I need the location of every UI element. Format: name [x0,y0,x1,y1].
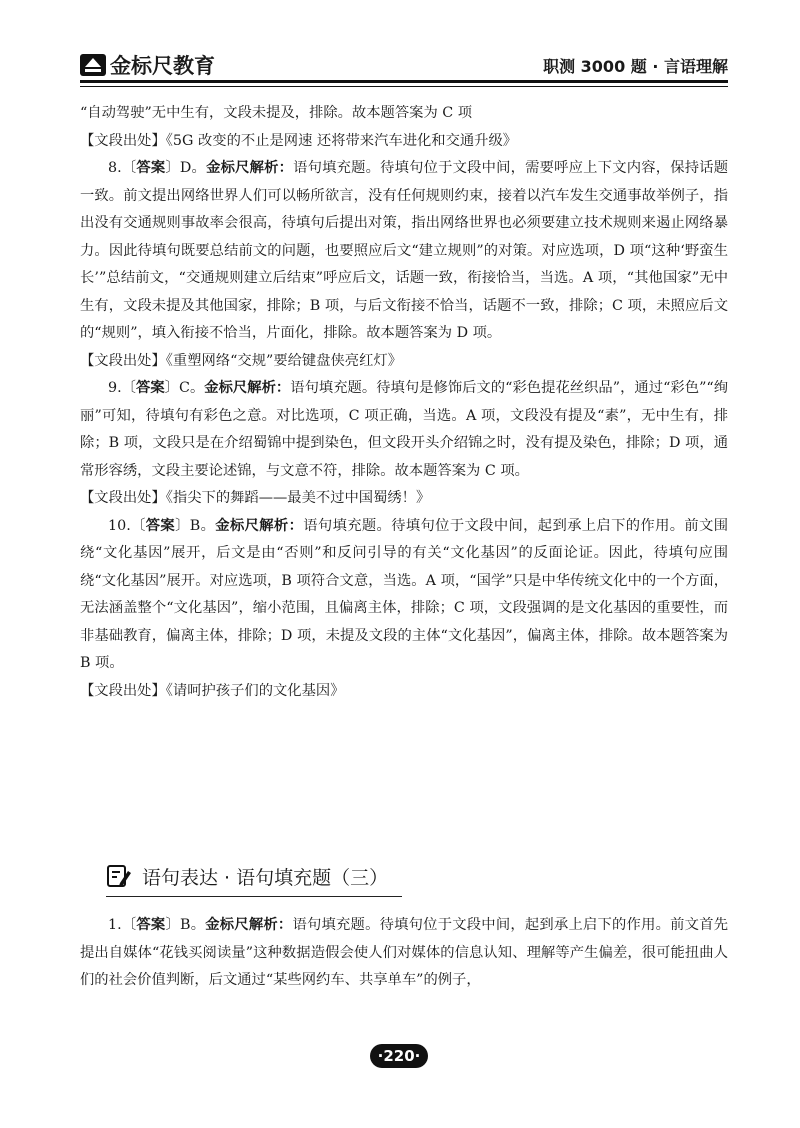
answer-paragraph-9 [80,375,728,485]
edit-note-icon [106,863,132,889]
question-number: 9.〔 [108,380,136,396]
brand-name: 金标尺教育 [110,54,215,78]
source-line: 【文段出处】《5G 改变的不止是网速 还将带来汽车进化和交通升级》 [80,132,518,149]
page-header [80,44,728,84]
question-number: 8.〔 [108,160,137,176]
book-title: 职测 3000 题 · 言语理解 [543,57,728,76]
answer-value: 〕B。 [175,517,216,534]
question-number: 1.〔 [108,917,137,933]
analysis-text: 语句填充题。待填句位于文段中间，起到承上启下的作用。前文首先提出自媒体“花钱买阅读量”这种数据造假会使人们对媒体的信息认知、理解等产生偏差，很可能扭曲人们的社会价值判断，后文通过“某些网约车、共享单车”的例子， [80,917,729,988]
page-number: ·220· [370,1044,428,1068]
analysis-label: 金标尺解析： [215,517,304,534]
analysis-label: 金标尺解析： [206,160,294,176]
answer-value: 〕B。 [165,917,206,933]
brand [80,50,215,80]
main-content [80,100,728,705]
answer-paragraph-8 [80,155,728,348]
answer-label: 答案 [145,517,176,534]
section-content [80,912,728,995]
answer-value: 〕C。 [164,380,205,396]
analysis-label: 金标尺解析： [205,917,293,933]
analysis-label: 金标尺解析： [204,380,291,396]
analysis-text: 语句填充题。待填句是修饰后文的“彩色提花丝织品”，通过“彩色”“绚丽”可知，待填句有彩色之意。对比选项，C 项正确，当选。A 项，文段没有提及“素”，无中生有，排除；B 项，文段只是在介绍蜀锦中提到染色，但文段开头介绍锦之时，没有提及染色，排除；D 项，通常形容绣，文段主要论述锦，与文意不符，排除。故本题答案为 C 项。 [80,380,729,479]
answer-label: 答案 [136,160,166,176]
paragraph: “自动驾驶”无中生有，文段未提及，排除。故本题答案为 C 项 [80,105,473,121]
brand-logo-icon [80,54,106,76]
answer-label: 答案 [136,917,166,933]
header-rule-thick [80,80,728,83]
header-rule-thin [80,86,728,87]
answer-paragraph-10 [80,513,728,678]
section-heading [106,858,388,894]
answer-value: 〕D。 [165,160,207,176]
analysis-text: 语句填充题。待填句位于文段中间，起到承上启下的作用。前文围绕“文化基因”展开，后文是由“否则”和反问引导的有关“文化基因”的反面论证。因此，待填句应围绕“文化基因”展开。对应选项，B 项符合文意，当选。A 项，“国学”只是中华传统文化中的一个方面，无法涵盖整个“文化基因”，缩小范围，且偏离主体，排除；C 项，文段强调的是文化基因的重要性，而非基础教育，偏离主体，排除；D 项，未提及文段的主体“文化基因”，偏离主体，排除。故本题答案为 B 项。 [80,517,729,671]
question-number: 10.〔 [108,517,146,534]
answer-label: 答案 [136,380,165,396]
source-line: 【文段出处】《指尖下的舞蹈——最美不过中国蜀绣！》 [80,490,431,506]
analysis-text: 语句填充题。待填句位于文段中间，需要呼应上下文内容，保持话题一致。前文提出网络世界人们可以畅所欲言，没有任何规则约束，接着以汽车发生交通事故举例子，指出没有交通规则事故率会很高，待填句后提出对策，指出网络世界也必须要建立技术规则来遏止网络暴力。因此待填句既要总结前文的问题，也要照应后文“建立规则”的对策。对应选项，D 项“这种‘野蛮生长’”总结前文，“交通规则建立后结束”呼应后文，话题一致，衔接恰当，当选。A 项，“其他国家”无中生有，文段未提及其他国家，排除；B 项，与后文衔接不恰当，话题不一致，排除；C 项，未照应后文的“规则”，填入衔接不恰当，片面化，排除。故本题答案为 D 项。 [80,160,729,341]
source-line: 【文段出处】《请呵护孩子们的文化基因》 [80,682,345,699]
section-title: 语句表达 · 语句填充题（三） [142,866,389,889]
source-line: 【文段出处】《重塑网络“交规”要给键盘侠亮红灯》 [80,352,402,369]
answer-paragraph-1 [80,912,728,995]
section-underline [106,896,402,897]
